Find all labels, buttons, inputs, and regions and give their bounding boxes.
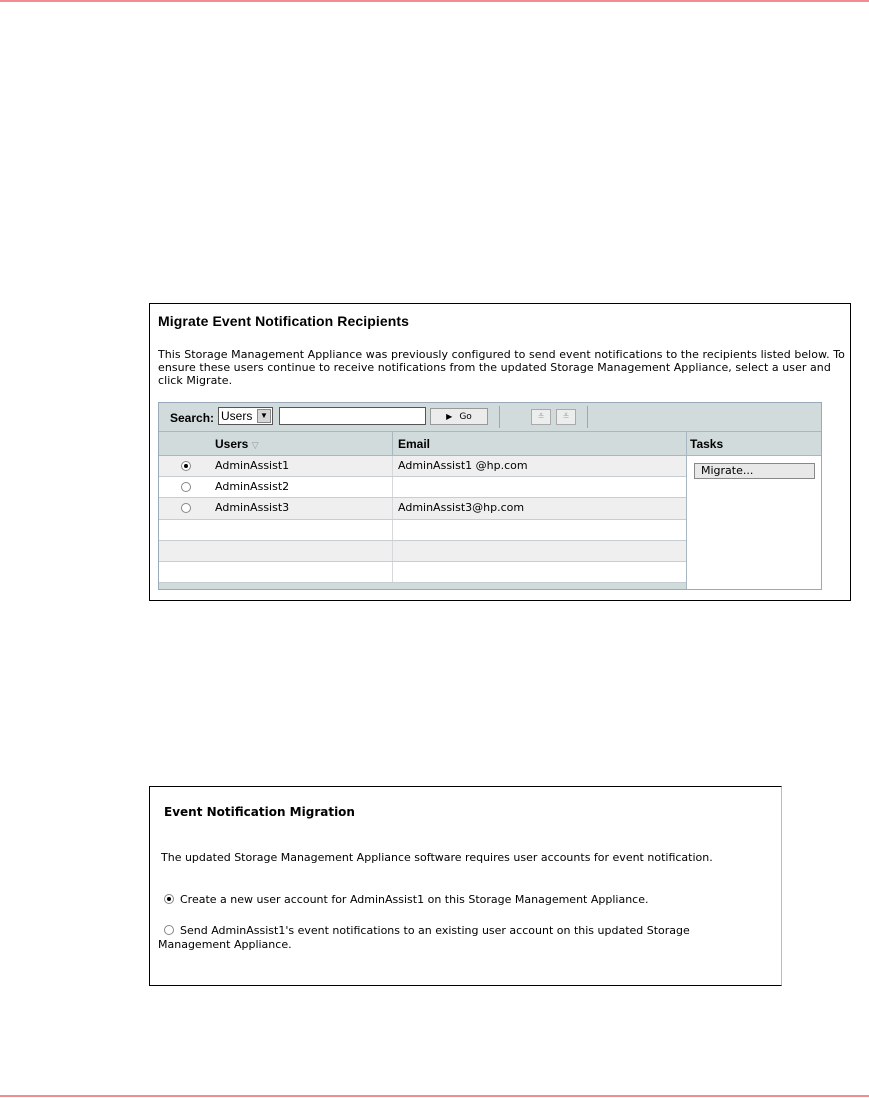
toolbar-divider (587, 406, 588, 428)
cell-divider (392, 456, 393, 476)
panel-description: The updated Storage Management Appliance software requires user accounts for event notification. (161, 851, 713, 864)
table-row (159, 520, 686, 541)
table-row[interactable] (159, 498, 686, 520)
email-cell: AdminAssist1 @hp.com (398, 459, 528, 472)
page-down-icon[interactable]: ≚ (556, 409, 576, 425)
migrate-recipients-panel (149, 303, 851, 601)
play-arrow-icon: ▶ (446, 412, 453, 421)
go-button[interactable] (430, 408, 488, 425)
option-radio[interactable] (164, 894, 174, 904)
top-rule (0, 0, 869, 2)
page-up-icon[interactable]: ≛ (531, 409, 551, 425)
email-cell: AdminAssist3@hp.com (398, 501, 525, 514)
toolbar-divider (499, 406, 500, 428)
option-label: Create a new user account for AdminAssist1 on this Storage Management Appliance. (180, 893, 649, 906)
column-header-email[interactable] (393, 432, 687, 456)
bottom-rule (0, 1095, 869, 1097)
user-cell: AdminAssist3 (215, 501, 290, 514)
tasks-header-label: Tasks (690, 437, 724, 451)
users-grid (158, 402, 822, 590)
column-header-tasks (687, 432, 821, 456)
table-row (159, 562, 686, 583)
option-existing-account[interactable] (158, 924, 758, 952)
cell-divider (392, 477, 393, 497)
cell-divider (392, 562, 393, 582)
cell-divider (392, 520, 393, 540)
row-radio[interactable] (181, 482, 191, 492)
user-cell: AdminAssist2 (215, 480, 290, 493)
chevron-down-icon[interactable]: ▼ (257, 409, 271, 423)
column-header-users[interactable] (159, 432, 393, 456)
option-radio[interactable] (164, 925, 174, 935)
option-label: Send AdminAssist1's event notifications to an existing user account on this updated Storage Management Appliance. (158, 924, 690, 951)
user-cell: AdminAssist1 (215, 459, 290, 472)
column-divider (392, 432, 393, 456)
panel-title: Event Notification Migration (164, 805, 355, 819)
search-field-value: Users (221, 409, 253, 423)
cell-divider (392, 541, 393, 561)
grid-toolbar (159, 403, 821, 432)
row-radio[interactable] (181, 461, 191, 471)
option-create-account[interactable] (158, 893, 758, 907)
go-label: Go (459, 412, 472, 422)
panel-description: This Storage Management Appliance was previously configured to send event notifications to the recipients listed below. To ensure these users continue to receive notifications from the updated Storage Management Appliance, select a user and click Migrate. (158, 348, 845, 387)
table-row[interactable] (159, 477, 686, 498)
search-input[interactable] (279, 407, 426, 425)
event-notification-migration-panel (149, 786, 782, 986)
search-field-select[interactable] (218, 407, 273, 425)
panel-title: Migrate Event Notification Recipients (158, 313, 410, 329)
table-row (159, 541, 686, 562)
search-label: Search: (170, 411, 215, 425)
migrate-button[interactable]: Migrate... (694, 463, 815, 479)
table-row[interactable] (159, 456, 686, 477)
grid-footer (159, 583, 686, 589)
row-radio[interactable] (181, 503, 191, 513)
cell-divider (392, 498, 393, 519)
tasks-cell (687, 456, 821, 589)
email-header-label: Email (398, 437, 431, 451)
sort-desc-icon[interactable]: ▽ (251, 440, 259, 450)
users-header-label: Users (215, 437, 249, 451)
